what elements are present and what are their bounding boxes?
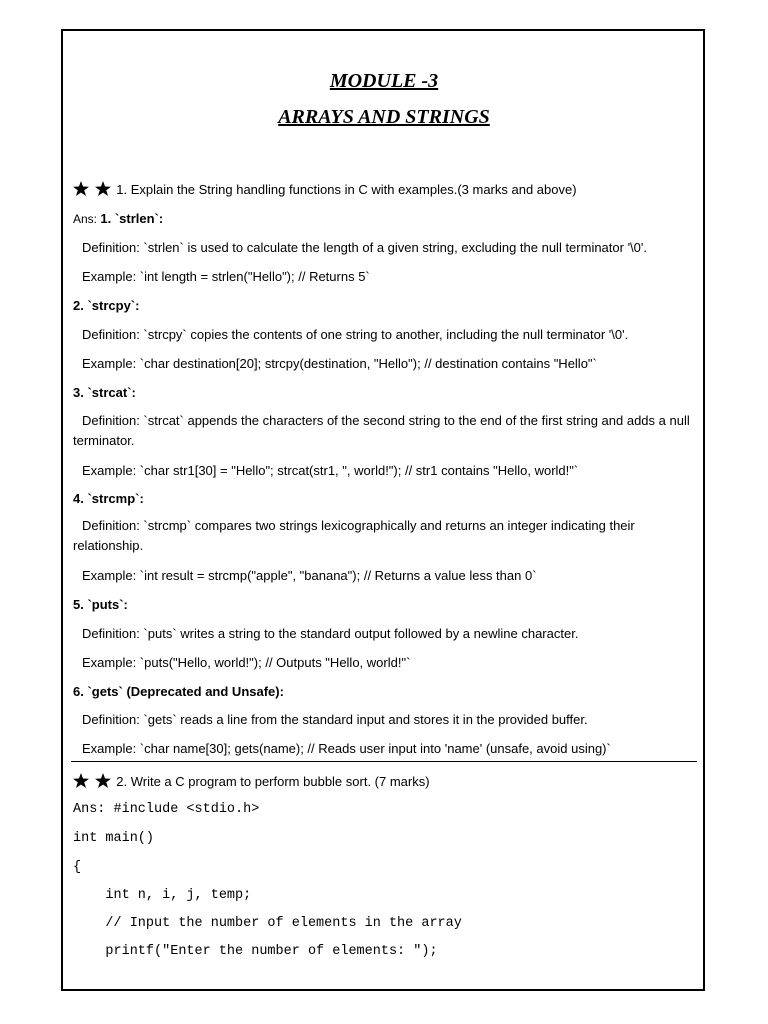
item-definition: Definition: `strlen` is used to calculate the length of a given string, excluding the null terminator '\0'. bbox=[82, 240, 647, 255]
module-title: MODULE -3 bbox=[329, 70, 439, 92]
item-heading: 5. `puts`: bbox=[73, 597, 128, 612]
subject-title: ARRAYS AND STRINGS bbox=[278, 106, 490, 128]
item-example: Example: `int length = strlen("Hello"); // Returns 5` bbox=[82, 269, 370, 284]
code-line: int main() bbox=[73, 831, 155, 846]
star-icon bbox=[73, 773, 89, 789]
item-example: Example: `puts("Hello, world!"); // Outputs "Hello, world!"` bbox=[82, 655, 411, 670]
item-definition: Definition: `puts` writes a string to the standard output followed by a newline character. bbox=[82, 626, 579, 641]
code-line: int n, i, j, temp; bbox=[73, 888, 252, 903]
star-icon bbox=[73, 181, 89, 197]
code-line: printf("Enter the number of elements: "); bbox=[73, 944, 438, 959]
item-example: Example: `int result = strcmp("apple", "banana"); // Returns a value less than 0` bbox=[82, 568, 537, 583]
section-divider bbox=[71, 761, 697, 762]
question-1 bbox=[73, 181, 697, 197]
ans-prefix: Ans: bbox=[73, 212, 101, 226]
question-2 bbox=[73, 773, 697, 789]
star-icon bbox=[95, 181, 111, 197]
page-border bbox=[61, 29, 705, 991]
item-example: Example: `char str1[30] = "Hello"; strcat(str1, ", world!"); // str1 contains "Hello, world!"` bbox=[82, 463, 579, 478]
item-example: Example: `char name[30]; gets(name); // Reads user input into 'name' (unsafe, avoid using)` bbox=[82, 741, 611, 756]
code-line: // Input the number of elements in the array bbox=[73, 916, 462, 931]
item-heading: 4. `strcmp`: bbox=[73, 491, 144, 506]
code-line: Ans: #include <stdio.h> bbox=[73, 802, 260, 817]
code-line: { bbox=[73, 860, 82, 875]
item-definition: Definition: `strcpy` copies the contents of one string to another, including the null terminator '\0'. bbox=[82, 327, 629, 342]
item-heading: 6. `gets` (Deprecated and Unsafe): bbox=[73, 684, 284, 699]
item-example: Example: `char destination[20]; strcpy(destination, "Hello"); // destination contains "Hello"` bbox=[82, 356, 597, 371]
item-heading: 2. `strcpy`: bbox=[73, 298, 140, 313]
question-1-text: 1. Explain the String handling functions in C with examples.(3 marks and above) bbox=[116, 182, 577, 197]
item-heading: 1. `strlen`: bbox=[100, 211, 164, 226]
question-2-text: 2. Write a C program to perform bubble sort. (7 marks) bbox=[116, 774, 430, 789]
item-heading: 3. `strcat`: bbox=[73, 385, 136, 400]
item-definition: Definition: `gets` reads a line from the standard input and stores it in the provided buffer. bbox=[82, 712, 588, 727]
item-definition: Definition: `strcmp` compares two strings lexicographically and returns an integer indicating their relationship. bbox=[73, 518, 635, 553]
star-icon bbox=[95, 773, 111, 789]
answer-1-heading-line bbox=[73, 211, 697, 226]
item-definition: Definition: `strcat` appends the characters of the second string to the end of the first string and adds a null terminator. bbox=[73, 413, 690, 448]
